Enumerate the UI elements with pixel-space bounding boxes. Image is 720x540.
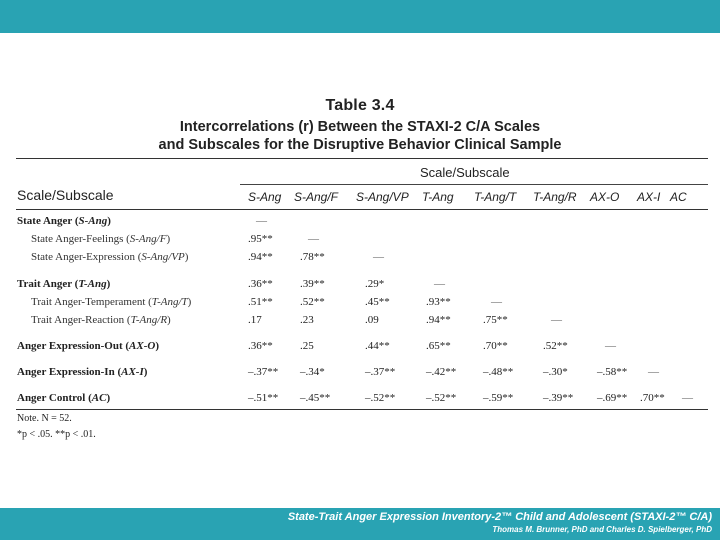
table-cell: –.37** — [365, 366, 396, 378]
column-group-rule — [240, 184, 708, 185]
column-group-header: Scale/Subscale — [420, 165, 510, 180]
table-title: Table 3.4 — [325, 97, 395, 114]
table-cell: .23 — [300, 314, 314, 326]
row-label: Anger Control (AC) — [17, 392, 111, 404]
table-cell: .70** — [640, 392, 665, 404]
column-header-8: AX-I — [637, 190, 661, 204]
table-cell: –.51** — [248, 392, 279, 404]
top-accent-bar — [0, 0, 720, 33]
column-header-1: S-Ang — [248, 190, 282, 204]
table-top-rule — [16, 158, 708, 159]
row-label: Anger Expression-In (AX-I) — [17, 366, 148, 378]
column-header-9: AC — [670, 190, 687, 204]
table-cell: –.42** — [426, 366, 457, 378]
column-header-7: AX-O — [590, 190, 620, 204]
table-cell: –.59** — [483, 392, 514, 404]
footer-authors: Thomas M. Brunner, PhD and Charles D. Spielberger, PhD — [492, 525, 712, 534]
table-cell: –.58** — [597, 366, 628, 378]
table-cell: .95** — [248, 233, 273, 245]
table-cell: .65** — [426, 340, 451, 352]
table-cell: –.48** — [483, 366, 514, 378]
column-header-3: S-Ang/VP — [356, 190, 409, 204]
subtitle-line-1: Intercorrelations (r) Between the STAXI-2 C/A Scales — [179, 119, 541, 135]
table-cell: –.45** — [300, 392, 331, 404]
column-header-2: S-Ang/F — [294, 190, 339, 204]
column-header-5: T-Ang/T — [474, 190, 517, 204]
table-cell: .25 — [300, 340, 314, 352]
table-cell: — — [373, 251, 384, 263]
table-cell: .45** — [365, 296, 390, 308]
table-cell: — — [308, 233, 319, 245]
subtitle-line-2: and Subscales for the Disruptive Behavior Clinical Sample — [158, 137, 562, 153]
stub-header: Scale/Subscale — [17, 187, 114, 203]
table-cell: — — [605, 340, 616, 352]
table-cell: — — [256, 215, 267, 227]
table-cell: .70** — [483, 340, 508, 352]
row-label: Anger Expression-Out (AX-O) — [17, 340, 159, 352]
table-cell: .36** — [248, 340, 273, 352]
table-cell: — — [434, 278, 445, 290]
table-cell: .44** — [365, 340, 390, 352]
row-label: Trait Anger-Reaction (T-Ang/R) — [31, 314, 171, 326]
table-cell: .52** — [543, 340, 568, 352]
table-cell: .17 — [248, 314, 262, 326]
row-label: State Anger-Expression (S-Ang/VP) — [31, 251, 189, 263]
table-cell: –.52** — [365, 392, 396, 404]
table-cell: .94** — [426, 314, 451, 326]
table-note: Note. N = 52. — [17, 413, 72, 424]
row-label: Trait Anger (T-Ang) — [17, 278, 111, 290]
table-cell: .75** — [483, 314, 508, 326]
table-cell: –.34* — [300, 366, 325, 378]
table-cell: .78** — [300, 251, 325, 263]
table-cell: — — [551, 314, 562, 326]
table-cell: .39** — [300, 278, 325, 290]
row-label: State Anger-Feelings (S-Ang/F) — [31, 233, 171, 245]
table-cell: — — [648, 366, 659, 378]
bottom-footer-bar — [0, 508, 720, 540]
header-bottom-rule — [16, 209, 708, 210]
table-cell: –.37** — [248, 366, 279, 378]
table-cell: .29* — [365, 278, 385, 290]
table-cell: –.52** — [426, 392, 457, 404]
row-label: Trait Anger-Temperament (T-Ang/T) — [31, 296, 192, 308]
table-cell: .52** — [300, 296, 325, 308]
table-cell: .94** — [248, 251, 273, 263]
table-cell: — — [682, 392, 693, 404]
table-subtitle — [0, 118, 720, 154]
table-cell: .09 — [365, 314, 379, 326]
table-cell: .51** — [248, 296, 273, 308]
footer-product-title: State-Trait Anger Expression Inventory-2™ Child and Adolescent (STAXI-2™ C/A) — [287, 511, 712, 523]
table-bottom-rule — [16, 409, 708, 410]
table-cell: — — [491, 296, 502, 308]
table-cell: –.30* — [543, 366, 568, 378]
table-cell: .36** — [248, 278, 273, 290]
table-cell: –.39** — [543, 392, 574, 404]
table-cell: .93** — [426, 296, 451, 308]
significance-note: *p < .05. **p < .01. — [17, 429, 96, 440]
column-header-4: T-Ang — [422, 190, 454, 204]
column-header-6: T-Ang/R — [533, 190, 577, 204]
table-cell: –.69** — [597, 392, 628, 404]
row-label: State Anger (S-Ang) — [17, 215, 111, 227]
